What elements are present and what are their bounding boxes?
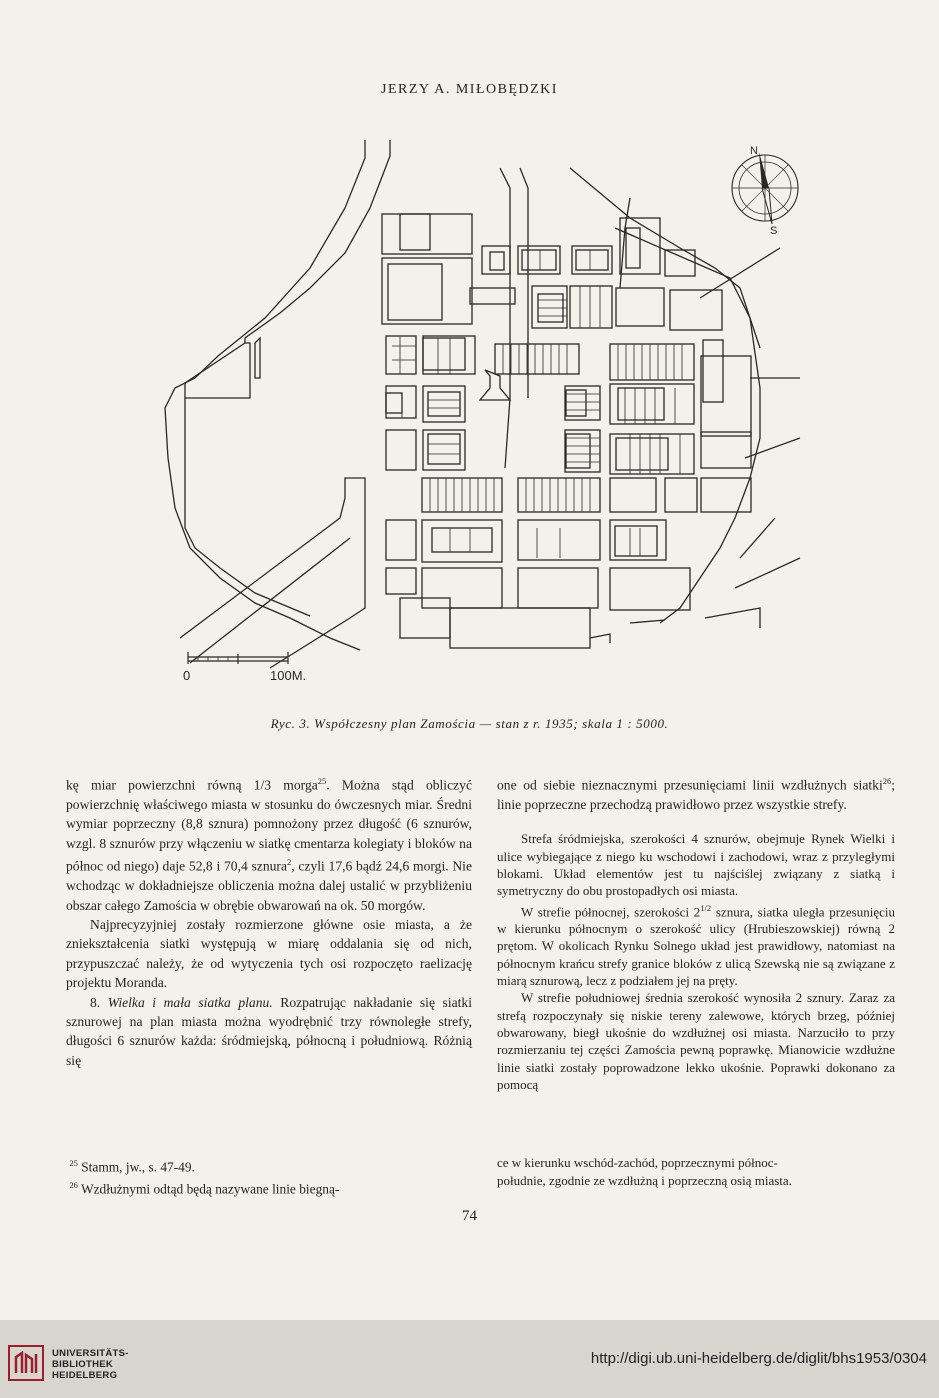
figure-caption: Ryc. 3. Współczesny plan Zamościa — stan z r. 1935; skala 1 : 5000. [270,716,669,731]
scale-bar [188,652,288,664]
footnotes-left [66,1154,472,1199]
left-column [66,772,472,1070]
source-url-link[interactable]: http://digi.ub.uni-heidelberg.de/diglit/bhs1953/0304 [590,1350,927,1367]
right-paragraph-2: Strefa śródmiejska, szerokości 4 sznurów, obejmuje Rynek Wielki i ulice wybiegające z niego ku wschodowi i zachodowi, wraz z przyległymi blokami. Układ elementów jest tu najściślej związany z siatką i symetryczny do obu prostopadłych osi miasta. [497,831,895,899]
left-paragraph-3: 8. Wielka i mała siatka planu. Rozpatrując nakładanie się siatki sznurowej na plan miasta można wyodrębnić trzy równoległe strefy, długości 6 sznurów każda: śródmiejską, północną i południową. Różnią się [66,994,472,1068]
page-number: 74 [462,1208,477,1224]
compass-south-label: S [770,225,778,237]
footnote-26: $^{26}$ Wzdłużnymi odtąd będą nazywane linie biegną- [69,1180,340,1197]
right-paragraph-1: one od siebie nieznacznymi przesunięciami linii wzdłużnych siatki$^{26}$; linie poprzeczne przechodzą prawidłowo przez wszystkie strefy. [497,776,895,812]
library-footer [0,1320,939,1398]
right-paragraph-4: W strefie południowej średnia szerokość wynosiła 2 sznury. Zaraz za strefą rozpoczynały się niskie tereny zalewowe, których brzeg, później obwarowany, biegł ukośnie do wzdłużnej osi miasta. Narzuciło to przy rozmierzaniu tej części Zamościa pewną poprawkę. Mianowicie wzdłużne linie siatki zostały poprowadzone lekko ukośnie. Poprawki dokonano za pomocą [497,990,895,1092]
scale-end-label: 100M. [270,668,307,683]
footnote-26-continued-1: ce w kierunku wschód-zachód, poprzecznymi północ- [497,1155,778,1170]
compass-north-label: N [750,145,758,157]
scale-start-label: 0 [183,668,191,683]
left-paragraph-2: Najprecyzyjniej zostały rozmierzone główne osie miasta, a że zniekształcenia siatki występują w miarę oddalania się od nich, przypuszczać należy, że od wytyczenia tych osi rozpoczęto raelizację projektu Moranda. [66,916,472,991]
footnote-26-continued-2: południe, zgodnie ze wzdłużną i poprzeczną osią miasta. [497,1173,792,1188]
town-plan-figure [160,138,810,698]
library-logo-icon [8,1345,44,1381]
library-name: UNIVERSITÄTS- BIBLIOTHEK HEIDELBERG [52,1348,129,1381]
footnote-25: $^{25}$ Stamm, jw., s. 47-49. [69,1158,195,1175]
compass-rose-icon [732,152,798,224]
left-paragraph-1: kę miar powierzchni równą 1/3 morga$^{25}$. Można stąd obliczyć powierzchnię właściwego miasta w stosunku do ówczesnych miar. Średni wymiar poprzeczny (8,8 sznura) pomnożony przez długość (6 sznurów, wzgl. 8 sznurów przy włączeniu w siatkę cmentarza kolegiaty i bloków na północ od niego) daje 52,8 i 70,4 sznura$^2$, czyli 17,6 bądź 24,6 morgi. Nie wchodząc w dokładniejsze obliczenia można dalej ustalić w przybliżeniu obszar całego Zamościa w obrębie obwarowań na ok. 50 morgów. [66,776,472,913]
right-column [497,772,895,1093]
running-title: JERZY A. MIŁOBĘDZKI [381,82,558,97]
footnotes-right [497,1154,895,1190]
right-paragraph-3: W strefie północnej, szerokości $2^{1/2}$ sznura, siatka uległa przesunięciu w kierunku północnym o szerokość ulicy (Hrubieszowskiej) równą 2 prętom. W okolicach Rynku Solnego układ jest prawidłowy, natomiast na północnym krańcu strefy granice bloków z ulicą Szewską nie są związane z miarą sznurową, lecz z podziałem jej na pręty. [497,902,895,989]
